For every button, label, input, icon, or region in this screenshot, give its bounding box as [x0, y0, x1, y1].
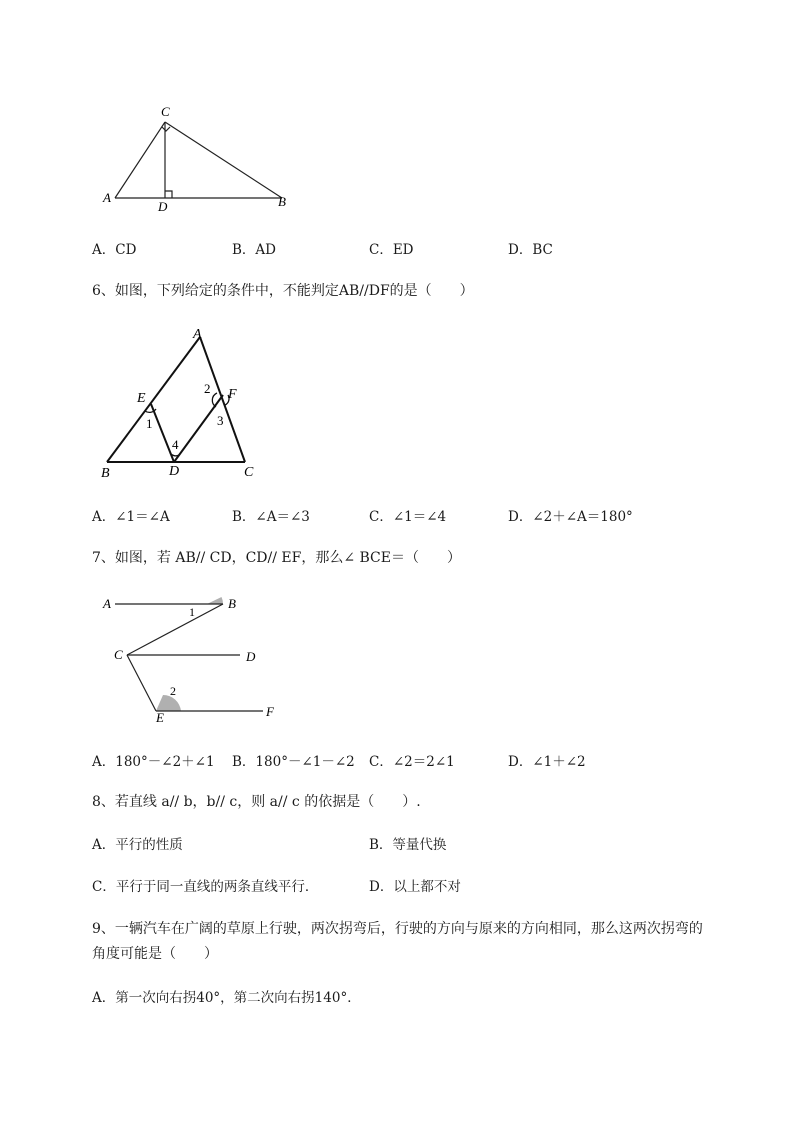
q9-option-a: A．第一次向右拐40°，第二次向右拐140°． [92, 990, 361, 1006]
q7-option-a: A．180°－∠2＋∠1 [92, 754, 215, 770]
angle-label-1: 1 [146, 416, 153, 431]
q6-option-d: D．∠2＋∠A＝180° [508, 509, 633, 525]
q5-option-b: B．AD [232, 242, 276, 258]
q5-option-a: A．CD [92, 242, 137, 258]
q7-option-d: D．∠1＋∠2 [508, 754, 586, 770]
label-a: A [193, 327, 202, 342]
right-angle-mark-c [162, 127, 170, 131]
segment-ba [107, 337, 200, 462]
label-c: C [244, 465, 254, 480]
segment-ce [127, 655, 156, 711]
right-angle-mark-d [165, 191, 172, 198]
angle-label-4: 4 [172, 437, 179, 452]
q9-stem-line1: 9、一辆汽车在广阔的草原上行驶，两次拐弯后，行驶的方向与原来的方向相同，那么这两次拐弯的 [92, 921, 703, 937]
segment-cb [165, 122, 282, 198]
label-a: A [103, 190, 111, 205]
segment-bc [127, 604, 223, 655]
q6-option-b: B．∠A＝∠3 [232, 509, 310, 525]
angle-label-3: 3 [217, 413, 224, 428]
q6-option-c: C．∠1＝∠4 [369, 509, 447, 525]
q5-option-d: D．BC [508, 242, 553, 258]
q5-option-c: C．ED [369, 242, 414, 258]
q6-stem: 6、如图，下列给定的条件中，不能判定AB//DF的是（ ） [92, 283, 474, 299]
q8-option-c: C．平行于同一直线的两条直线平行． [92, 879, 319, 895]
q7-stem: 7、如图，若 AB// CD，CD// EF，那么∠ BCE＝（ ） [92, 550, 461, 566]
label-f: F [228, 387, 237, 402]
label-c: C [161, 104, 170, 119]
label-b: B [101, 466, 110, 480]
q8-option-a: A．平行的性质 [92, 837, 183, 853]
q8-option-b: B．等量代换 [369, 837, 447, 853]
q7-option-b: B．180°－∠1－∠2 [232, 754, 355, 770]
figure-q6-triangle [95, 325, 270, 480]
label-e: E [156, 710, 164, 725]
label-f: F [266, 704, 274, 719]
figure-q5-triangle [95, 100, 305, 215]
segment-ac [115, 122, 165, 198]
q9-stem-line2: 角度可能是（ ） [92, 946, 218, 962]
angle-1-shade [207, 597, 223, 604]
label-a: A [103, 596, 111, 611]
figure-q7-parallel-lines [95, 590, 285, 725]
segment-df [174, 395, 223, 462]
q8-option-d: D．以上都不对 [369, 879, 461, 895]
label-d: D [169, 464, 180, 479]
angle-label-1: 1 [189, 605, 195, 619]
q7-option-c: C．∠2＝2∠1 [369, 754, 455, 770]
label-b: B [278, 194, 286, 209]
label-d: D [246, 649, 256, 664]
label-c: C [114, 647, 123, 662]
q8-stem: 8、若直线 a// b，b// c，则 a// c 的依据是（ ）. [92, 794, 421, 810]
label-d: D [158, 199, 168, 214]
label-b: B [228, 596, 236, 611]
q6-option-a: A．∠1＝∠A [92, 509, 170, 525]
angle-2-shade [156, 695, 181, 711]
angle-label-2: 2 [170, 684, 176, 698]
segment-ac [200, 337, 245, 462]
label-e: E [137, 391, 146, 406]
angle-label-2: 2 [204, 381, 211, 396]
